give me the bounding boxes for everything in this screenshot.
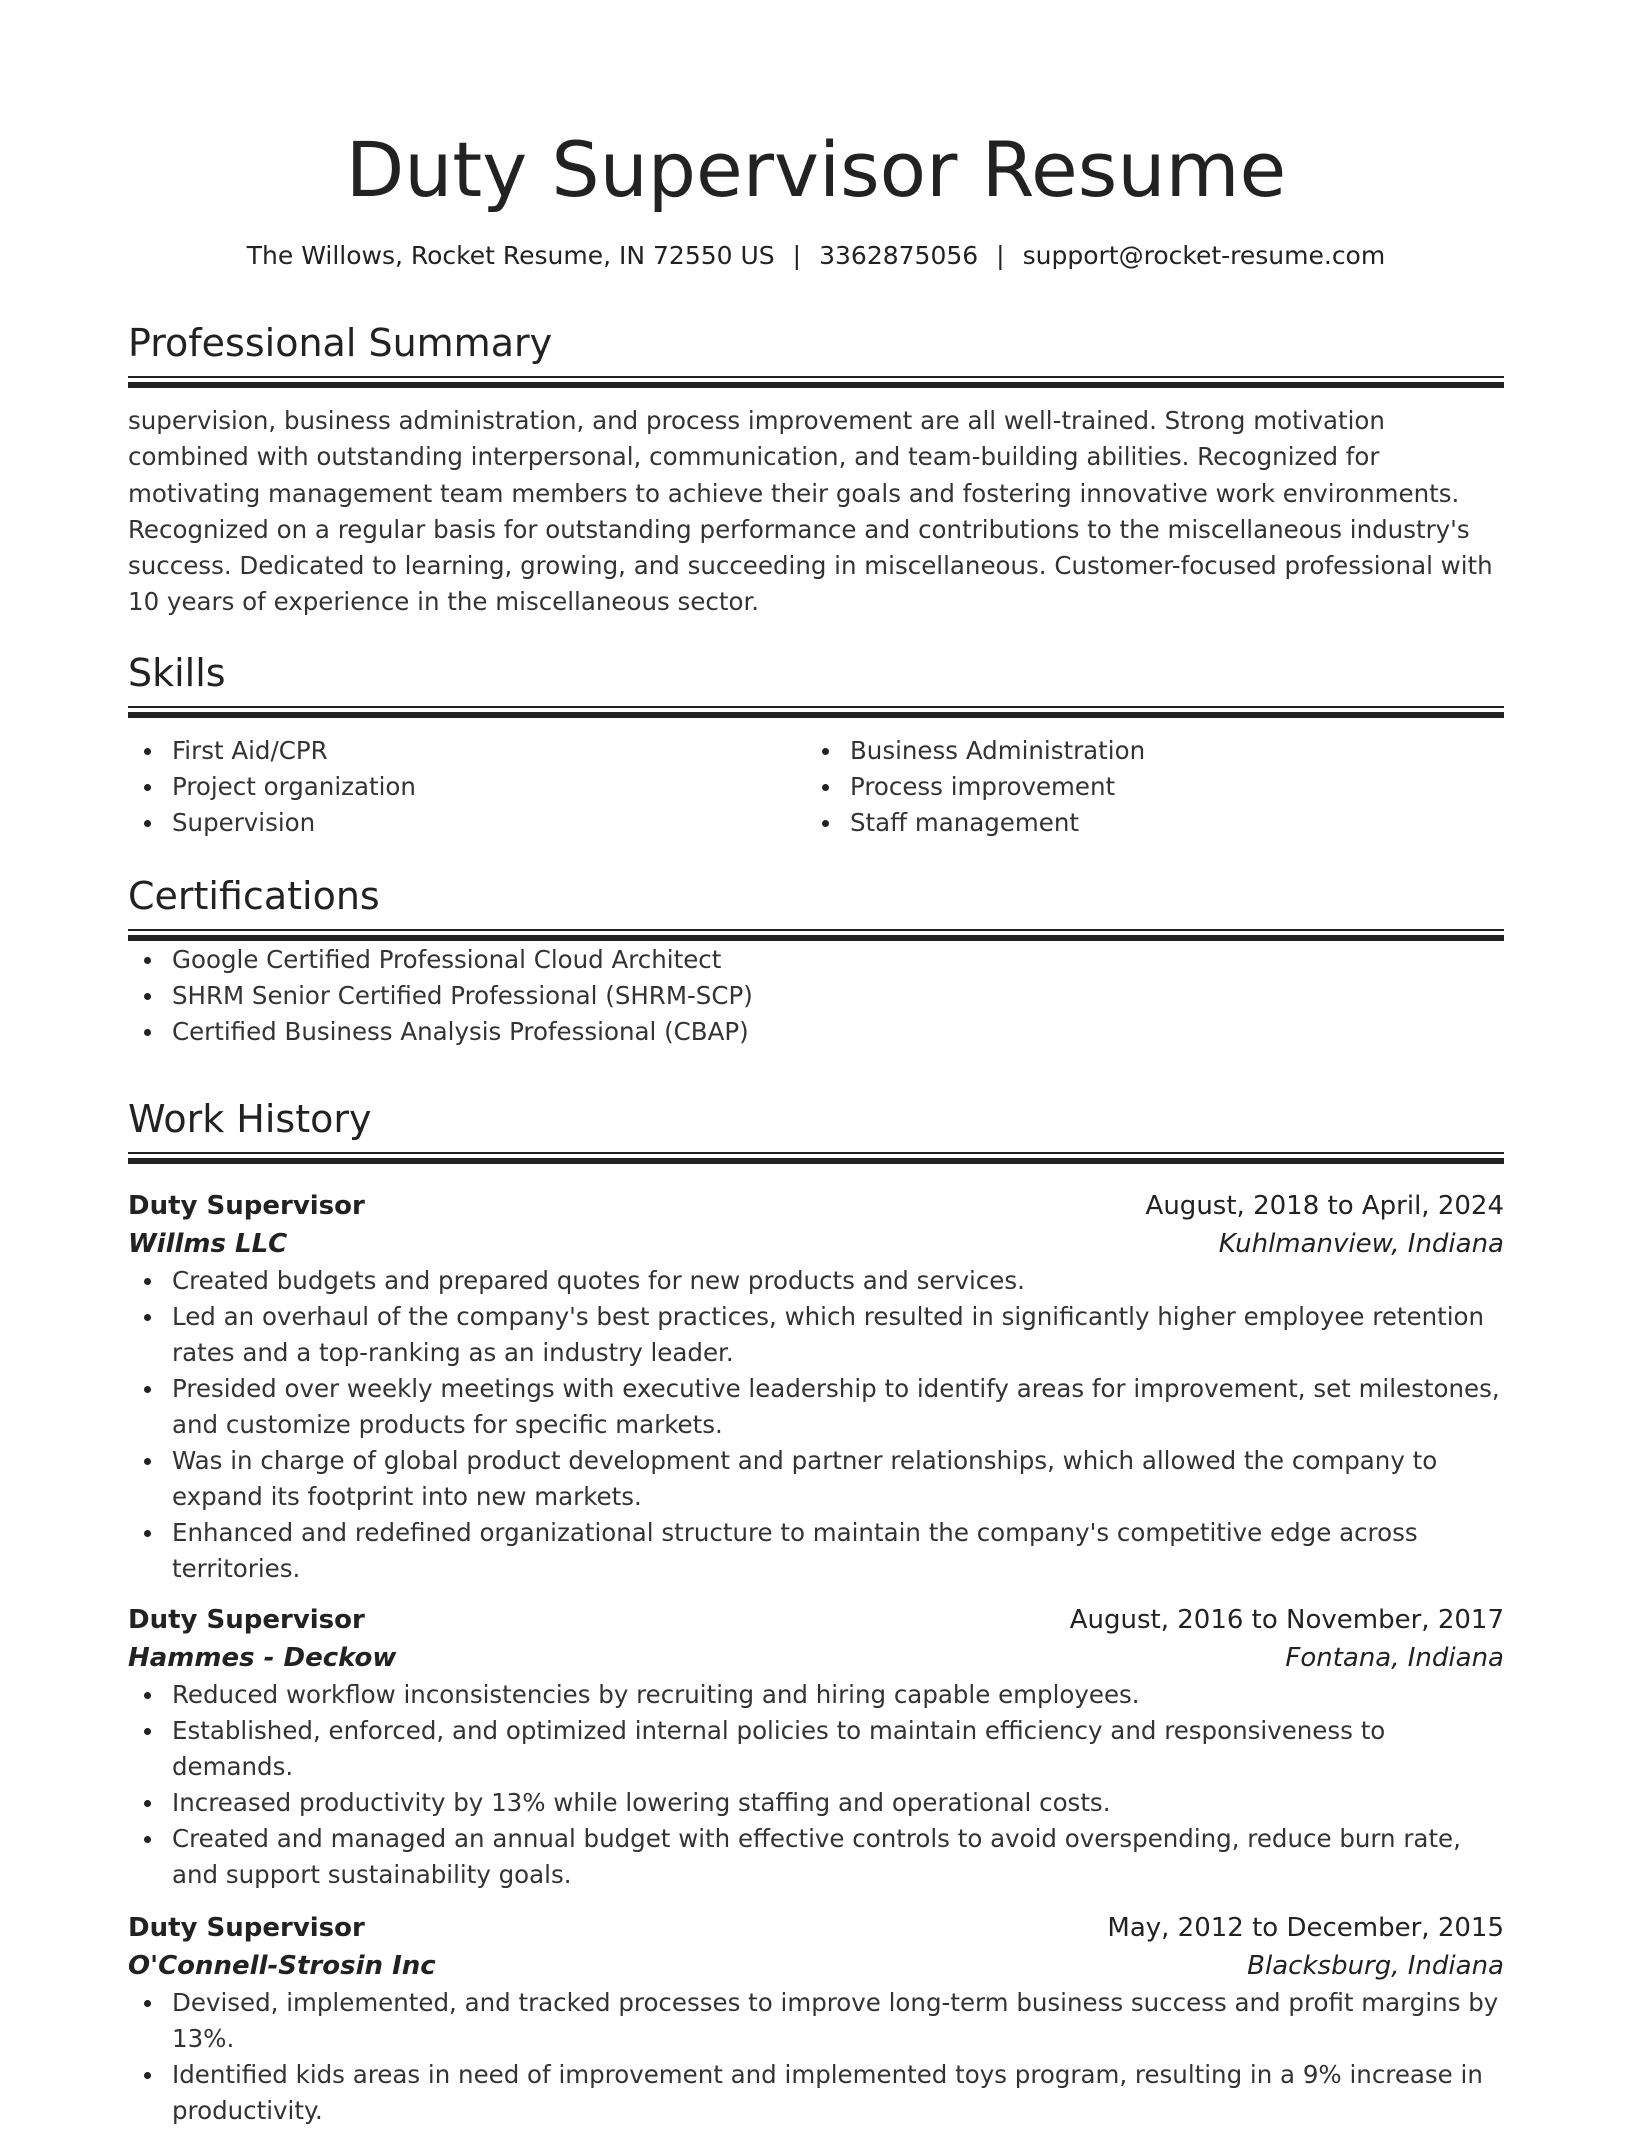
job-title: Duty Supervisor bbox=[128, 1605, 365, 1635]
job-duties-list bbox=[128, 1263, 1504, 1587]
job-header-row bbox=[128, 1601, 1504, 1639]
section-divider bbox=[128, 706, 1504, 719]
job-location: Blacksburg, Indiana bbox=[1247, 1951, 1504, 1981]
job-company-row bbox=[128, 1639, 1504, 1677]
job-duty-item: Presided over weekly meetings with executive leadership to identify areas for improvement, set milestones, and customize products for specific markets. bbox=[128, 1371, 1504, 1443]
skills-heading: Skills bbox=[128, 651, 226, 695]
job-entry bbox=[128, 1909, 1504, 2129]
job-duty-item: Created and managed an annual budget with effective controls to avoid overspending, reduce burn rate, and support sustainability goals. bbox=[128, 1821, 1504, 1893]
job-company-row bbox=[128, 1225, 1504, 1263]
job-duties-list bbox=[128, 1985, 1504, 2129]
contact-email: support@rocket-resume.com bbox=[1022, 241, 1386, 270]
contact-phone: 3362875056 bbox=[819, 241, 979, 270]
section-divider bbox=[128, 1152, 1504, 1165]
skill-item: First Aid/CPR bbox=[128, 733, 806, 769]
job-company: Willms LLC bbox=[128, 1229, 288, 1259]
certifications-section bbox=[128, 869, 1504, 1050]
certification-item: Google Certified Professional Cloud Architect bbox=[128, 942, 1504, 978]
skill-item: Staff management bbox=[806, 805, 1484, 841]
certifications-list bbox=[128, 942, 1504, 1050]
job-header-row bbox=[128, 1187, 1504, 1225]
section-divider bbox=[128, 376, 1504, 389]
summary-text: supervision, business administration, and process improvement are all well-trained. Strong motivation combined with outstanding interpersonal, communication, and team-building abilities. Recognized for motivating management team members to achieve their goals and fostering innovative work environments. Recognized on a regular basis for outstanding performance and contributions to the miscellaneous industry's success. Dedicated to learning, growing, and succeeding in miscellaneous. Customer-focused professional with 10 years of experience in the miscellaneous sector. bbox=[128, 406, 1493, 617]
job-dates: August, 2018 to April, 2024 bbox=[1145, 1191, 1504, 1221]
section-divider bbox=[128, 929, 1504, 942]
skill-item: Process improvement bbox=[806, 769, 1484, 805]
skills-right-column bbox=[806, 733, 1484, 841]
job-company: Hammes - Deckow bbox=[128, 1643, 397, 1673]
job-title: Duty Supervisor bbox=[128, 1913, 365, 1943]
work-history-heading: Work History bbox=[128, 1097, 372, 1141]
contact-address: The Willows, Rocket Resume, IN 72550 US bbox=[246, 241, 775, 270]
certification-item: Certified Business Analysis Professional (CBAP) bbox=[128, 1014, 1504, 1050]
skill-item: Supervision bbox=[128, 805, 806, 841]
skills-grid bbox=[128, 733, 1504, 841]
job-dates: May, 2012 to December, 2015 bbox=[1107, 1913, 1504, 1943]
job-company-row bbox=[128, 1947, 1504, 1985]
certification-item: SHRM Senior Certified Professional (SHRM-SCP) bbox=[128, 978, 1504, 1014]
skills-left-column bbox=[128, 733, 806, 841]
job-duty-item: Was in charge of global product development and partner relationships, which allowed the company to expand its footprint into new markets. bbox=[128, 1443, 1504, 1515]
job-company: O'Connell-Strosin Inc bbox=[128, 1951, 436, 1981]
certifications-heading: Certifications bbox=[128, 874, 380, 918]
job-duty-item: Increased productivity by 13% while lowering staffing and operational costs. bbox=[128, 1785, 1504, 1821]
job-entry bbox=[128, 1187, 1504, 1587]
summary-heading: Professional Summary bbox=[128, 321, 553, 365]
skill-item: Business Administration bbox=[806, 733, 1484, 769]
contact-separator: | bbox=[996, 241, 1005, 270]
job-duty-item: Enhanced and redefined organizational structure to maintain the company's competitive edge across territories. bbox=[128, 1515, 1504, 1587]
job-duty-item: Identified kids areas in need of improvement and implemented toys program, resulting in a 9% increase in productivity. bbox=[128, 2057, 1504, 2129]
job-location: Kuhlmanview, Indiana bbox=[1218, 1229, 1504, 1259]
summary-section bbox=[128, 316, 1504, 621]
job-location: Fontana, Indiana bbox=[1285, 1643, 1504, 1673]
skills-section bbox=[128, 646, 1504, 841]
job-duty-item: Led an overhaul of the company's best practices, which resulted in significantly higher employee retention rates and a top-ranking as an industry leader. bbox=[128, 1299, 1504, 1371]
job-duty-item: Devised, implemented, and tracked processes to improve long-term business success and profit margins by 13%. bbox=[128, 1985, 1504, 2057]
work-history-section bbox=[128, 1092, 1504, 1165]
job-duty-item: Established, enforced, and optimized internal policies to maintain efficiency and responsiveness to demands. bbox=[128, 1713, 1504, 1785]
job-header-row bbox=[128, 1909, 1504, 1947]
job-duties-list bbox=[128, 1677, 1504, 1893]
skill-item: Project organization bbox=[128, 769, 806, 805]
contact-separator: | bbox=[792, 241, 802, 270]
job-duty-item: Created budgets and prepared quotes for new products and services. bbox=[128, 1263, 1504, 1299]
job-title: Duty Supervisor bbox=[128, 1191, 365, 1221]
page-title: Duty Supervisor Resume bbox=[345, 125, 1287, 214]
job-dates: August, 2016 to November, 2017 bbox=[1069, 1605, 1504, 1635]
job-entry bbox=[128, 1601, 1504, 1893]
contact-line bbox=[128, 236, 1504, 276]
job-duty-item: Reduced workflow inconsistencies by recruiting and hiring capable employees. bbox=[128, 1677, 1504, 1713]
